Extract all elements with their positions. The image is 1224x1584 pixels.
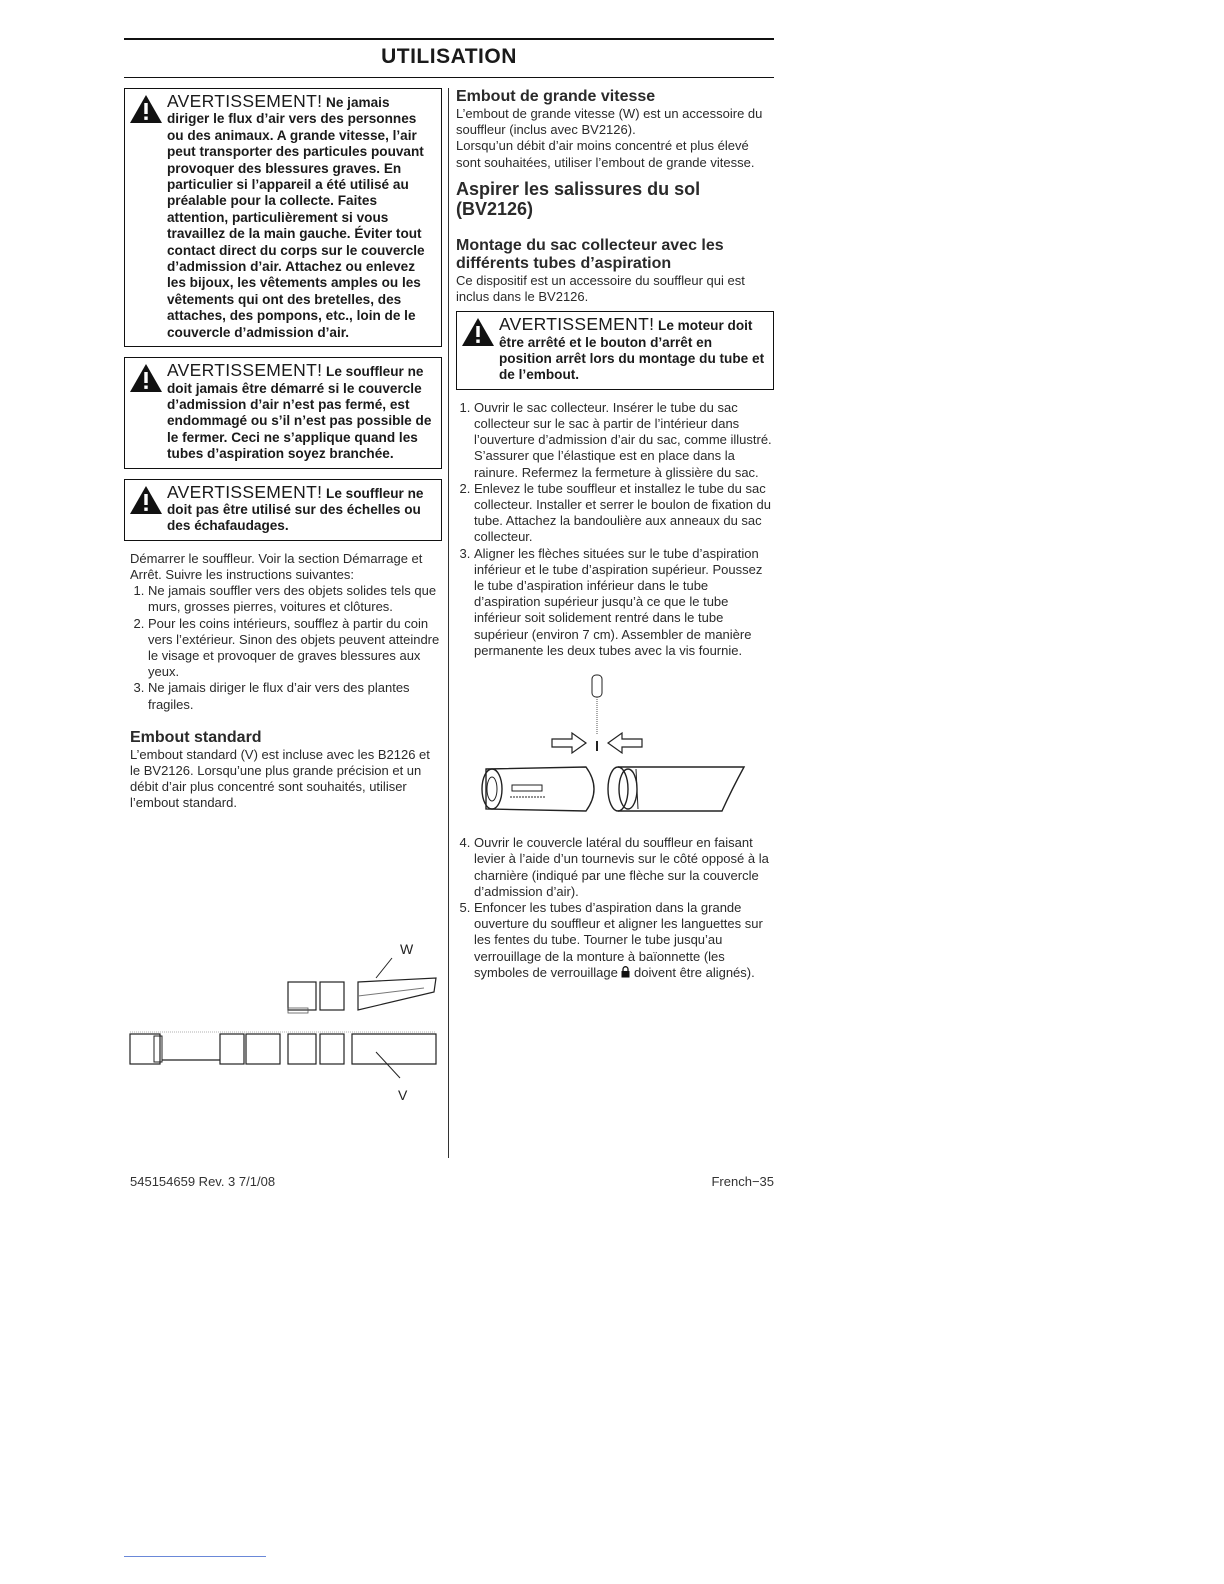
figure-label-v: V [398,1087,408,1103]
list-item: 4. Ouvrir le couvercle latéral du souffleur en faisant levier à l’aide d’un tournevis sur le côté opposé à la charnière (indiqué par une flèche sur la couvercle d’admission d’air). [474,835,774,900]
warning-heading: AVERTISSEMENT! [167,360,323,381]
figure-label-w: W [400,941,414,957]
right-column [456,88,774,981]
list-item-text-end: doivent être alignés). [634,964,755,980]
warning-heading: AVERTISSEMENT! [499,314,655,335]
warning-triangle-icon [461,317,495,347]
document-number: 545154659 Rev. 3 7/1/08 [130,1174,276,1189]
list-item-text: Enfoncer les tubes d’aspiration dans la grande ouverture du souffleur et aligner les languettes sur les fentes du tube. Tourner le tube jusqu’au verrouillage de la monture à baïonnette (les symboles de verrouillage [474,899,763,980]
high-speed-paragraph-2: Lorsqu’un débit d’air moins concentré et plus élevé sont souhaitées, utiliser l’embout de grande vitesse. [456,138,755,170]
warning-triangle-icon [129,485,163,515]
standard-paragraph: L’embout standard (V) est incluse avec les B2126 et le BV2126. Lorsqu’une plus grande précision et un débit d’air plus concentré sont souhaités, utiliser l’embout standard. [130,746,430,811]
lock-icon [621,966,630,978]
warning-triangle-icon [129,363,163,393]
high-speed-paragraph-1: L’embout de grande vitesse (W) est un accessoire du souffleur (inclus avec BV2126). [456,106,763,138]
list-item: 1. Ouvrir le sac collecteur. Insérer le tube du sac collecteur sur le sac à partir de l’intérieur dans l’ouverture d’admission d’air du sac, comme illustré. S’assurer que l’élastique est en place dans la rainure. Refermez la fermeture à glissière du sac. [474,400,774,481]
list-item: 2. Enlevez le tube souffleur et installez le tube du sac collecteur. Installer et serrer le boulon de fixation du tube. Attachez la bandoulière aux anneaux du sac collecteur. [474,481,774,546]
warning-text: Le souffleur ne doit pas être utilisé sur des échelles ou des échafaudages. [167,485,424,534]
tube-assembly-figure [456,671,774,821]
warning-box-intake-cover [124,357,442,468]
warning-box-airflow [124,88,442,347]
warning-text: Ne jamais diriger le flux d’air vers des personnes ou des animaux. A grande vitesse, l’air peut transporter des particules pouvant provoquer des blessures graves. En particulier si l’appareil a été utilisé au préalable pour la collecte. Faites attention, particulièrement si vous travaillez de la main gauche. Éviter tout contact direct du corps sur le couvercle d’admission d’air. Attachez ou enlevez les bijoux, les vêtements amples ou les vêtements qui ont des bretelles, des attaches, des pompons, etc., loin de le couvercle d’admission d’air. [167,95,425,340]
section-heading-montage: Montage du sac collecteur avec les différents tubes d’aspiration [456,236,724,272]
page-title: UTILISATION [381,45,517,68]
nozzle-figure [124,940,442,1110]
bottom-rule [124,1556,266,1557]
column-divider [448,88,449,1158]
safety-steps-list [130,583,442,713]
list-item [474,900,774,981]
warning-heading: AVERTISSEMENT! [167,91,323,111]
warning-text: Le souffleur ne doit jamais être démarré si le couvercle d’admission d’air n’est pas fermé, est endommagé ou s’il n’est pas possible de le fermer. Ceci ne s’applique quand les tubes d’aspiration soyez branchée. [167,364,432,462]
header-rule-top [124,38,774,40]
page-number: French−35 [711,1174,774,1189]
section-heading-aspirate: Aspirer les salissures du sol (BV2126) [456,178,701,219]
list-item: 3. Aligner les flèches situées sur le tube d’aspiration inférieur et le tube d’aspiration supérieur. Poussez le tube d’aspiration inférieur dans le tube d’aspiration supérieur jusqu’à ce que le tube inférieur soit solidement rentré dans le tube supérieur (environ 7 cm). Assembler de manière permanente les deux tubes avec la vis fournie. [474,546,774,659]
section-heading-high-speed: Embout de grande vitesse [456,88,656,105]
warning-text: Le moteur doit être arrêté et le bouton d’arrêt en position arrêt lors du montage du tube et de l’embout. [499,318,765,383]
list-item: 1. Ne jamais souffler vers des objets solides tels que murs, grosses pierres, voitures et clôtures. [148,583,442,615]
montage-paragraph: Ce dispositif est un accessoire du souffleur qui est inclus dans le BV2126. [456,272,745,305]
left-column [124,88,442,1103]
section-heading-standard: Embout standard [130,728,262,746]
warning-triangle-icon [129,94,163,124]
warning-box-motor-stop [456,311,774,390]
list-item: 3. Ne jamais diriger le flux d’air vers des plantes fragiles. [148,680,442,712]
header-rule-bottom [124,77,774,78]
warning-heading: AVERTISSEMENT! [167,481,323,502]
list-item: 2. Pour les coins intérieurs, soufflez à partir du coin vers l’extérieur. Sinon des objets peuvent atteindre le visage et provoquer de graves blessures aux yeux. [148,616,442,681]
warning-box-ladders [124,479,442,541]
intro-paragraph: Démarrer le souffleur. Voir la section Démarrage et Arrêt. Suivre les instructions suivantes: [130,550,423,582]
assembly-steps-list [456,400,774,659]
opening-steps-list [456,835,774,981]
